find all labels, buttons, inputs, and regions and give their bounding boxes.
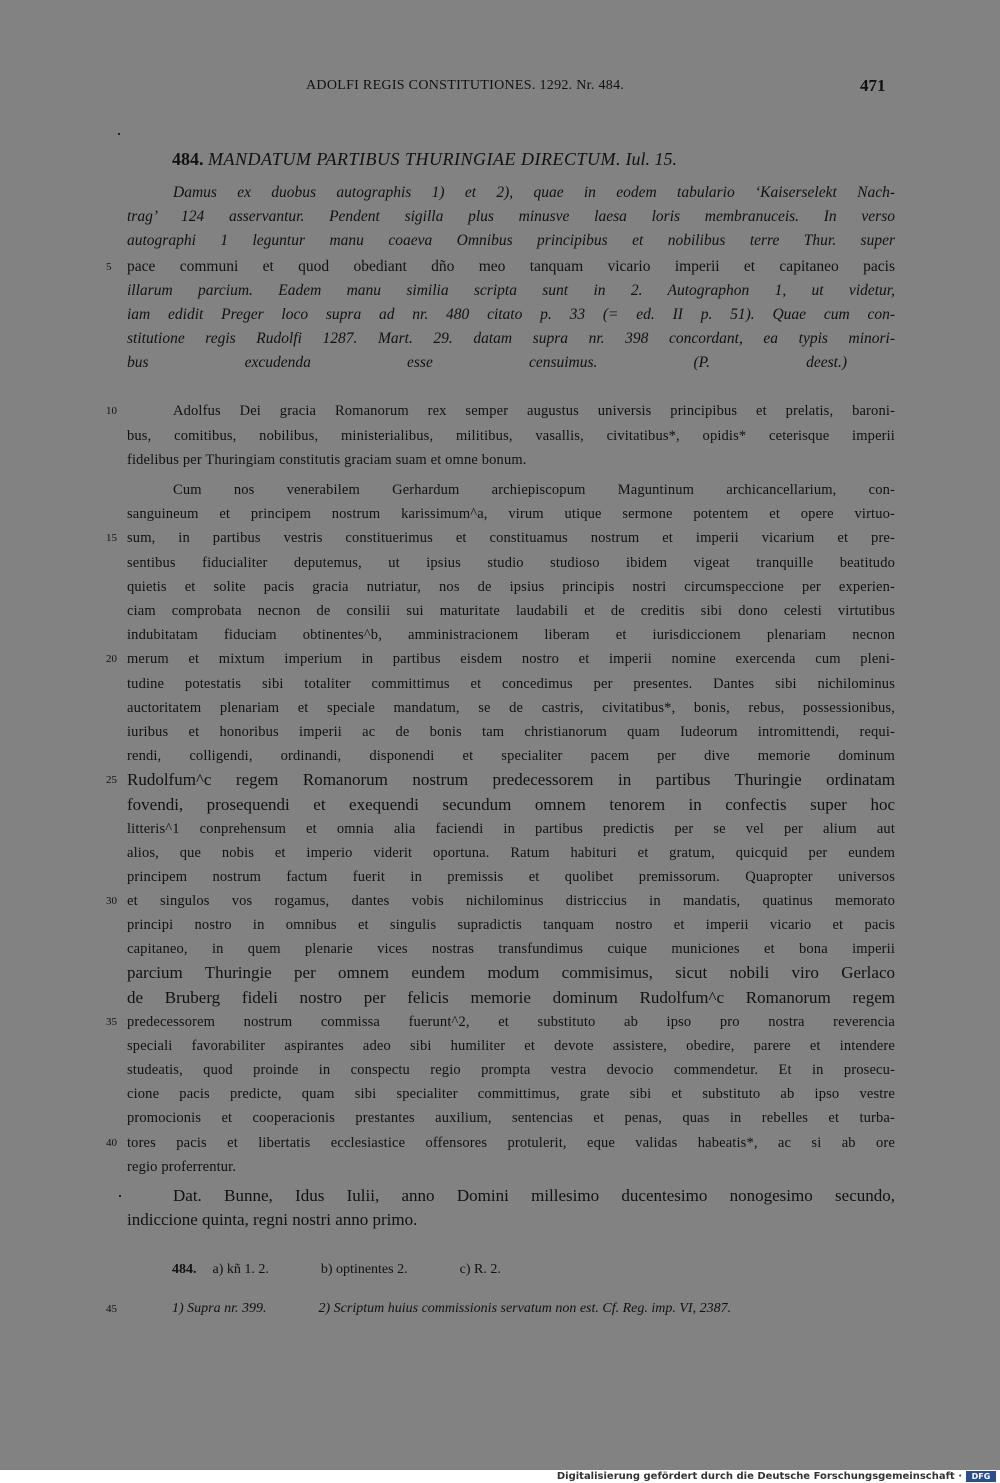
body-line: bus, comitibus, nobilibus, ministerialibus, militibus, vasallis, civitatibus*, opidis* ceterisque imperii (127, 428, 895, 444)
body-line: tores pacis et libertatis ecclesiastice offensores protulerit, eque validas habeatis*, ac si ab ore (127, 1135, 895, 1151)
line-number: 15 (106, 532, 117, 544)
body-line: studeatis, quod proinde in conspectu regio prompta vestra devocio commendetur. Et in prosecu- (127, 1062, 895, 1078)
body-line: indubitatam fiduciam obtinentes^b, amministracionem liberam et iurisdiccionem plenariam necnon (127, 627, 895, 643)
body-line: de Bruberg fideli nostro per felicis memorie dominum Rudolfum^c Romanorum regem (127, 988, 895, 1007)
line-number: 5 (106, 261, 112, 273)
variant-notes (172, 1262, 553, 1278)
document-title: MANDATUM PARTIBUS THURINGIAE DIRECTUM. (208, 149, 621, 169)
body-line: et singulos vos rogamus, dantes vobis nichilominus districcius in mandatis, quatinus memorato (127, 893, 895, 909)
document-date: Iul. 15. (625, 149, 677, 169)
body-line: regio proferrentur. (127, 1159, 237, 1175)
margin-mark (118, 133, 120, 135)
footnote-2: 2) Scriptum huius commissionis servatum non est. Cf. Reg. imp. VI, 2387. (318, 1301, 732, 1316)
body-line: litteris^1 conprehensum et omnia alia faciendi in partibus predictis per se vel per alium aut (127, 821, 895, 837)
intro-line: stitutione regis Rudolfi 1287. Mart. 29. datam supra nr. 398 concordant, ea typis minori- (127, 330, 895, 347)
body-line: merum et mixtum imperium in partibus eisdem nostro et imperii nomine exercenda cum pleni- (127, 651, 895, 667)
intro-line: iam edidit Preger loco supra ad nr. 480 citato p. 33 (= ed. II p. 51). Quae cum con- (127, 306, 895, 323)
line-number: 35 (106, 1016, 117, 1028)
body-line: iuribus et honoribus imperii ac de bonis tam christianorum quam Iudeorum intromittendi, requi- (127, 724, 895, 740)
footer-credit: Digitalisierung gefördert durch die Deutsche Forschungsgemeinschaft · (556, 1471, 962, 1482)
running-header (0, 76, 1000, 100)
footnotes (172, 1301, 731, 1317)
body-line: Cum nos venerabilem Gerhardum archiepiscopum Maguntinum archicancellarium, con- (173, 482, 895, 498)
body-line: principi nostro in omnibus et singulis supradictis tanquam nostro et imperii vicario et pacis (127, 917, 895, 933)
variant-notes-label: 484. (172, 1262, 197, 1277)
body-line: tudine potestatis sibi totaliter committimus et concedimus per presentes. Dantes sibi nichilominus (127, 676, 895, 692)
body-line: promocionis et cooperacionis prestantes auxilium, sentencias et penas, quas in rebelles et turba- (127, 1110, 895, 1126)
body-line: parcium Thuringie per omnem eundem modum commisimus, sicut nobili viro Gerlaco (127, 963, 895, 982)
running-title: ADOLFI REGIS CONSTITUTIONES. 1292. Nr. 484. (306, 78, 625, 93)
dating-line: indiccione quinta, regni nostri anno primo. (127, 1210, 418, 1229)
body-line: fovendi, prosequendi et exequendi secundum omnem tenorem in confectis super hoc (127, 795, 895, 814)
page-number: 471 (860, 76, 886, 95)
body-line: Adolfus Dei gracia Romanorum rex semper augustus universis principibus et prelatis, baroni- (173, 403, 895, 419)
body-line: alios, que nobis et imperio viderit oportuna. Ratum habituri et gratum, quicquid per eundem (127, 845, 895, 861)
line-number: 10 (106, 405, 117, 417)
line-number: 45 (106, 1303, 117, 1315)
footnote-1: 1) Supra nr. 399. (172, 1301, 267, 1316)
variant-note-a: a) kñ 1. 2. (212, 1262, 269, 1277)
intro-line: autographi 1 leguntur manu coaeva Omnibus principibus et nobilibus terre Thur. super (127, 232, 895, 249)
line-number: 20 (106, 653, 117, 665)
body-line: auctoritatem plenariam et speciale mandatum, se de castris, civitatibus*, bonis, rebus, possessionibus, (127, 700, 895, 716)
intro-line: bus excudenda esse censuimus. (P. deest.) (127, 354, 847, 371)
body-line: ciam comprobata necnon de consilii sui maturitate laudabili et de creditis sibi dono celesti virtutibus (127, 603, 895, 619)
dfg-logo-icon: DFG (966, 1471, 996, 1482)
body-line: cione pacis predicte, quam sibi specialiter committimus, grate sibi et substituto ab ipso vestre (127, 1086, 895, 1102)
line-number: 25 (106, 774, 117, 786)
body-line: Rudolfum^c regem Romanorum nostrum predecessorem in partibus Thuringie ordinatam (127, 770, 895, 789)
intro-line: trag’ 124 asservantur. Pendent sigilla plus minusve laesa loris membranuceis. In verso (127, 208, 895, 225)
intro-line: pace communi et quod obediant dño meo tanquam vicario imperii et capitaneo pacis (127, 258, 895, 275)
body-line: fidelibus per Thuringiam constitutis graciam suam et omne bonum. (127, 452, 527, 468)
intro-line: Damus ex duobus autographis 1) et 2), quae in eodem tabulario ‘Kaiserselekt Nach- (173, 184, 895, 201)
body-line: principem nostrum factum fuerit in premissis et quolibet premissorum. Quapropter universos (127, 869, 895, 885)
variant-note-c: c) R. 2. (459, 1262, 501, 1277)
intro-line: illarum parcium. Eadem manu similia scripta sunt in 2. Autographon 1, ut videtur, (127, 282, 895, 299)
document-heading (172, 149, 872, 170)
line-number: 40 (106, 1137, 117, 1149)
body-line: sanguineum et principem nostrum karissimum^a, virum utique sermone potentem et opere virtuo- (127, 506, 895, 522)
body-line: capitaneo, in quem plenarie vices nostras transfundimus cuique municiones et bona imperii (127, 941, 895, 957)
digitization-footer (0, 1470, 1000, 1483)
variant-note-b: b) optinentes 2. (320, 1262, 408, 1277)
document-number: 484. (172, 149, 204, 169)
body-line: sentibus fiducialiter deputemus, ut ipsius studio studioso ibidem vigeat tranquille beatitudo (127, 555, 895, 571)
dating-line: Dat. Bunne, Idus Iulii, anno Domini millesimo ducentesimo nonogesimo secundo, (173, 1186, 895, 1205)
margin-mark (119, 1195, 121, 1197)
body-line: quietis et solite pacis gracia nutriatur, nos de ipsius principis nostri circumspeccione per experien- (127, 579, 895, 595)
body-line: predecessorem nostrum commissa fuerunt^2, et substituto ab ipso pro nostra reverencia (127, 1014, 895, 1030)
body-line: rendi, colligendi, ordinandi, disponendi et specialiter pacem per dive memorie dominum (127, 748, 895, 764)
body-line: sum, in partibus vestris constituerimus et constituamus nostrum et imperii vicarium et pre- (127, 530, 895, 546)
body-line: speciali favorabiliter aspirantes adeo sibi humiliter et devote assistere, obedire, parere et intendere (127, 1038, 895, 1054)
line-number: 30 (106, 895, 117, 907)
